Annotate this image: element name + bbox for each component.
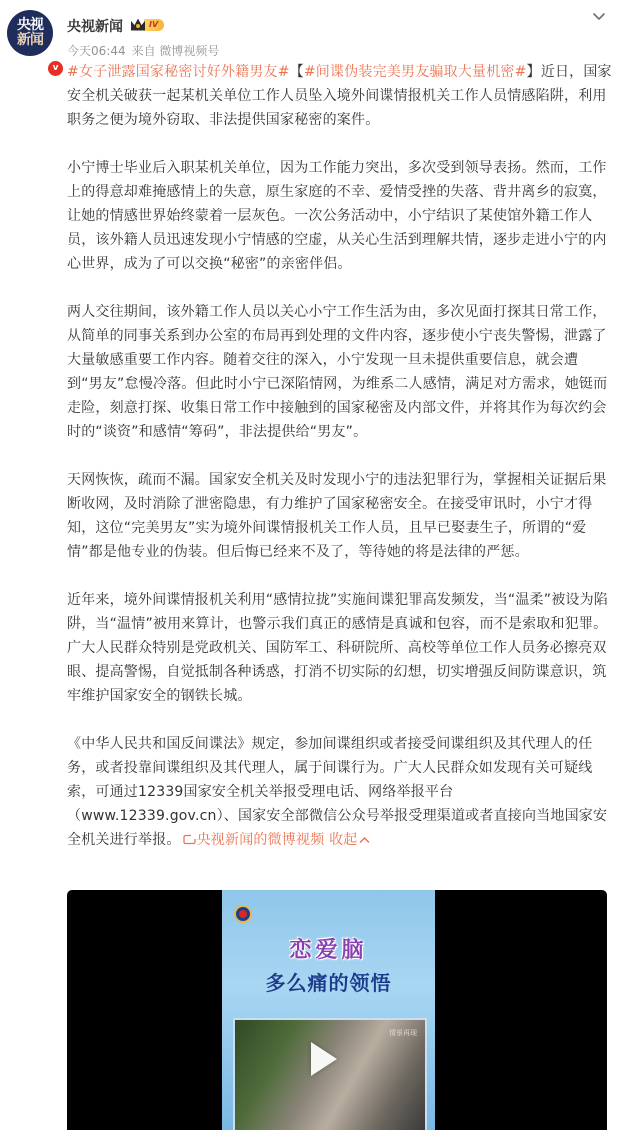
video-title-line2: 多么痛的领悟 (265, 971, 392, 995)
video-player[interactable] (67, 890, 607, 1130)
video-title-line1: 恋爱脑 (289, 938, 368, 963)
author-name[interactable]: 央视新闻 (67, 19, 123, 35)
chevron-down-icon[interactable] (592, 8, 606, 20)
paragraph-6-text: 《中华人民共和国反间谍法》规定，参加间谍组织或者接受间谍组织及其代理人的任务，或者投靠间谍组织及其代理人，属于间谍行为。广大人民群众如发现有关可疑线索，可通过12339国家安全机关举报受理电话、网络举报平台（www.12339.gov.cn）、国家安全部微信公众号举报受理渠道或者直接向当地国家安全机关进行举报。 (67, 736, 608, 848)
bracket-open: 【 (289, 64, 304, 80)
collapse-label: 收起 (329, 832, 358, 848)
play-icon[interactable] (311, 1042, 337, 1076)
paragraph-4: 天网恢恢，疏而不漏。国家安全机关及时发现小宁的违法犯罪行为，掌握相关证据后果断收网，及时消除了泄密隐患，有力维护了国家秘密安全。在接受审讯时，小宁才得知，这位“完美男友”实为境外间谍情报机关工作人员，且早已娶妻生子，所谓的“爱情”都是他专业的伪装。但后悔已经来不及了，等待她的将是法律的严惩。 (67, 472, 607, 560)
video-link[interactable] (181, 832, 325, 848)
paragraph-5: 近年来，境外间谍情报机关利用“感情拉拢”实施间谍犯罪高发频发，当“温柔”被设为陷阱，当“温情”被用来算计，也警示我们真正的感情是真诚和包容，而不是索取和犯罪。广大人民群众特别是党政机关、国防军工、科研院所、高校等单位工作人员务必擦亮双眼、提高警惕，自觉抵制各种诱惑，打消不切实际的幻想，切实增强反间防谍意识，筑牢维护国家安全的钢铁长城。 (67, 592, 609, 704)
member-level-badge[interactable] (131, 17, 164, 32)
star-icon (136, 24, 140, 28)
post-meta (67, 42, 219, 59)
crown-icon (131, 19, 145, 31)
paragraph-3: 两人交往期间，该外籍工作人员以关心小宁工作生活为由，多次见面打探其日常工作，从简单的同事关系到办公室的布局再到处理的文件内容，逐步使小宁丧失警惕，泄露了大量敏感重要工作内容。随着交往的深入，小宁发现一旦未提供重要信息，就会遭到“男友”怠慢冷落。但此时小宁已深陷情网，为维系二人感情，满足对方需求，她铤而走险，刻意打探、收集日常工作中接触到的国家秘密及内部文件，并将其作为每次约会时的“谈资”和感情“筹码”，非法提供给“男友”。 (67, 304, 608, 440)
avatar[interactable] (7, 10, 59, 73)
post-body (67, 60, 612, 876)
paragraph-2: 小宁博士毕业后入职某机关单位，因为工作能力突出，多次受到领导表扬。然而，工作上的得意却难掩感情上的失意，原生家庭的不幸、爱情受挫的失落、背井离乡的寂寞，让她的情感世界始终蒙着一层灰色。一次公务活动中，小宁结识了某使馆外籍工作人员，该外籍人员迅速发现小宁情感的空虚，从关心生活到理解共情，逐步走进小宁的内心世界，成为了可以交换“秘密”的亲密伴侣。 (67, 160, 607, 272)
avatar-line2: 新闻 (17, 32, 43, 48)
video-thumbnail (222, 890, 435, 1130)
topic-link-1[interactable]: #女子泄露国家秘密讨好外籍男友# (67, 64, 290, 80)
paragraph-6 (67, 732, 612, 852)
collapse-button[interactable] (329, 832, 370, 848)
paragraph-1 (67, 60, 612, 132)
post-source: 来自 微博视频号 (131, 44, 220, 58)
emblem-icon (234, 905, 252, 923)
topic-link-2[interactable]: #间谍伪装完美男友骗取大量机密# (303, 64, 527, 80)
video-link-icon (183, 834, 196, 845)
scene-label: 情景再现 (389, 1029, 417, 1037)
post-time[interactable]: 今天06:44 (67, 44, 126, 58)
paragraph-1-text: 近日，国家安全机关破获一起某机关单位工作人员坠入境外间谍情报机关工作人员情感陷阱，利用职务之便为境外窃取、非法提供国家秘密的案件。 (67, 64, 612, 128)
level-label: IV (144, 19, 164, 31)
video-link-label: 央视新闻的微博视频 (196, 832, 325, 848)
avatar-line1: 央视 (17, 17, 43, 33)
avatar-logo (7, 10, 53, 56)
bracket-close: 】 (526, 64, 541, 80)
verified-icon: v (47, 60, 64, 77)
chevron-up-icon (359, 835, 370, 844)
